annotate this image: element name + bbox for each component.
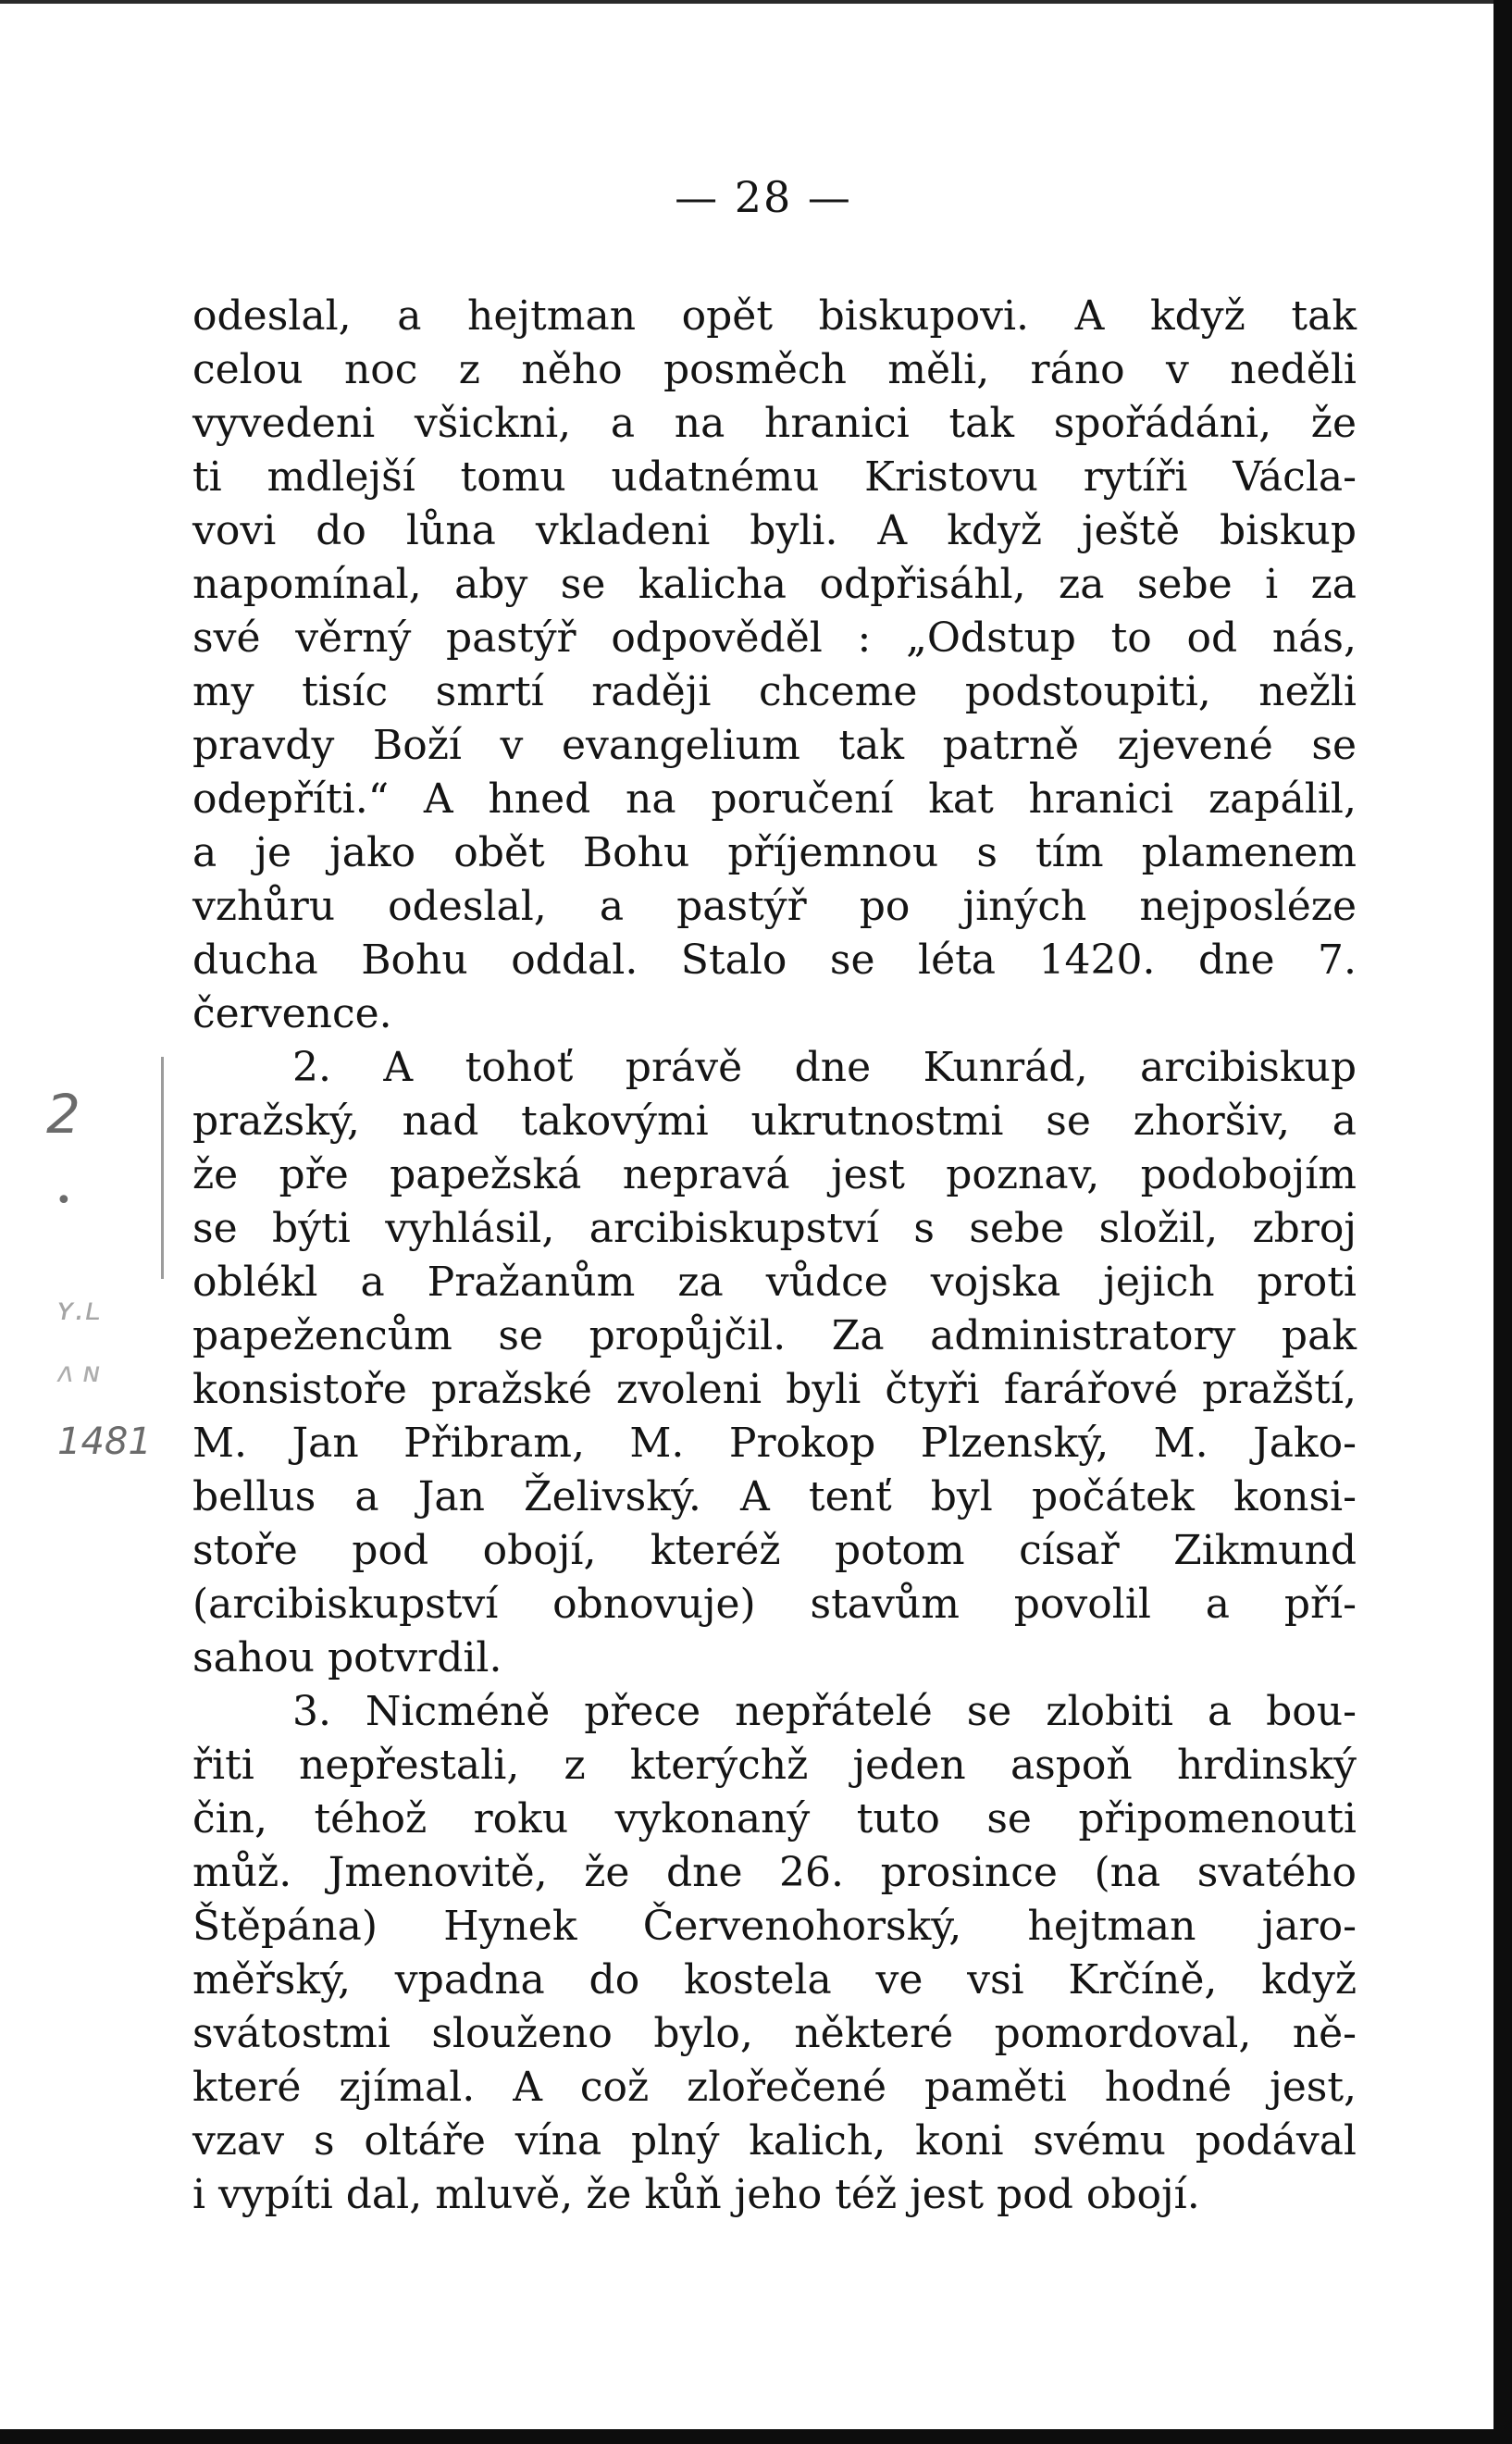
text-line: své věrný pastýř odpověděl : „Odstup to od nás, [192,614,1357,662]
text-line: můž. Jmenovitě, že dne 26. prosince (na svatého [192,1849,1357,1896]
text-line: vzav s oltáře vína plný kalich, koni svému podával [192,2117,1357,2165]
text-line: se býti vyhlásil, arcibiskupství s sebe složil, zbroj [192,1205,1357,1252]
text-line: které zjímal. A což zlořečené paměti hodné jest, [192,2064,1357,2111]
margin-note: • [56,1185,72,1217]
text-line: odepříti.“ A hned na poručení kat hranici zapálil, [192,775,1357,823]
text-line: vyvedeni všickni, a na hranici tak spořádáni, že [192,400,1357,447]
text-line: pražský, nad takovými ukrutnostmi se zhoršiv, a [192,1098,1357,1145]
text-line: řiti nepřestali, z kterýchž jeden aspoň hrdinský [192,1742,1357,1789]
margin-note: ʌ ɴ [57,1357,101,1389]
text-line: oblékl a Pražanům za vůdce vojska jejich proti [192,1259,1357,1306]
text-line: ti mdlejší tomu udatnému Kristovu rytíři Václa- [192,453,1357,501]
text-line: vovi do lůna vkladeni byli. A když ještě biskup [192,507,1357,554]
margin-note: 2 [46,1083,81,1146]
text-line: ducha Bohu oddal. Stalo se léta 1420. dne 7. [192,937,1357,984]
text-line: 3. Nicméně přece nepřátelé se zlobiti a bou- [292,1688,1357,1735]
text-line: konsistoře pražské zvoleni byli čtyři farářové pražští, [192,1366,1357,1413]
text-line: i vypíti dal, mluvě, že kůň jeho též jest pod obojí. [192,2171,1200,2218]
text-line: stoře pod obojí, kteréž potom císař Zikmund [192,1527,1357,1574]
body-text [192,290,1357,2222]
scan-edge-top [0,0,1512,4]
text-line: celou noc z něho posměch měli, ráno v neděli [192,346,1357,393]
text-line: měřský, vpadna do kostela ve vsi Krčíně, když [192,1956,1357,2004]
scan-edge-right [1493,0,1512,2444]
text-line: 2. A tohoť právě dne Kunrád, arcibiskup [292,1044,1357,1091]
page-number: — 28 — [675,172,852,222]
text-line: odeslal, a hejtman opět biskupovi. A když tak [192,292,1357,340]
text-line: (arcibiskupství obnovuje) stavům povolil a pří- [192,1581,1357,1628]
text-line: my tisíc smrtí raději chceme podstoupiti, nežli [192,668,1357,715]
text-line: papežencům se propůjčil. Za administratory pak [192,1312,1357,1359]
text-line: M. Jan Přibram, M. Prokop Plzenský, M. Jako- [192,1420,1357,1467]
text-line: svátostmi slouženo bylo, některé pomordoval, ně- [192,2010,1357,2057]
text-line: a je jako obět Bohu příjemnou s tím plamenem [192,829,1357,876]
text-line: čin, téhož roku vykonaný tuto se připomenouti [192,1795,1357,1842]
text-line: bellus a Jan Želivský. A tenť byl počátek konsi- [192,1473,1357,1520]
text-line: že pře papežská nepravá jest poznav, podobojím [192,1151,1357,1198]
text-line: Štěpána) Hynek Červenohorský, hejtman jaro- [192,1903,1357,1950]
text-line: napomínal, aby se kalicha odpřisáhl, za sebe i za [192,561,1357,608]
text-line: července. [192,990,392,1037]
text-line: pravdy Boží v evangelium tak patrně zjevené se [192,722,1357,769]
margin-note: ʏ.ʟ [56,1291,101,1328]
text-line: vzhůru odeslal, a pastýř po jiných nejposléze [192,883,1357,930]
margin-marker-line [161,1057,164,1279]
text-line: sahou potvrdil. [192,1634,502,1681]
scan-edge-bottom [0,2429,1512,2444]
margin-note: 1481 [57,1420,152,1463]
